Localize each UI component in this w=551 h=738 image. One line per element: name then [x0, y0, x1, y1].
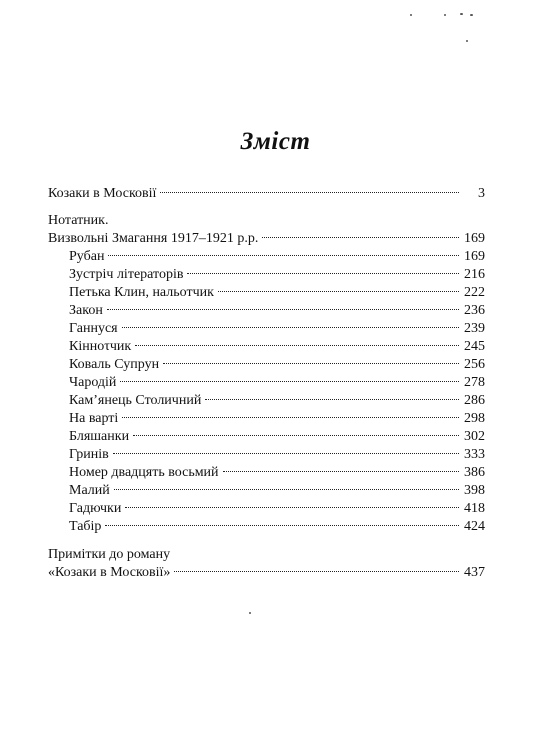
page-title: Зміст: [240, 128, 311, 155]
toc-entry-title: Номер двадцять восьмий: [69, 465, 219, 480]
dot-leader: [205, 398, 459, 400]
toc-entry-title: Гринів: [69, 447, 109, 462]
dot-leader: [107, 308, 459, 310]
toc-story-entry: [69, 248, 485, 266]
toc-story-entry: [69, 392, 485, 410]
dot-leader: [135, 344, 459, 346]
dot-leader: [174, 570, 459, 572]
toc-entry-notes: [48, 564, 485, 582]
toc-entry-page: 424: [464, 519, 485, 534]
toc-entry-title: Ганнуся: [69, 321, 118, 336]
dot-leader: [114, 488, 459, 490]
toc-entry-page: 216: [464, 267, 485, 282]
notes-heading: Примітки до роману: [48, 547, 171, 562]
notebook-heading: Нотатник.: [48, 213, 109, 228]
toc-entry-page: 236: [464, 303, 485, 318]
toc-entry-page: 256: [464, 357, 485, 372]
scan-speck: [466, 40, 468, 42]
toc-entry-page: 333: [464, 447, 485, 462]
toc-entry-title: На варті: [69, 411, 119, 426]
toc-entry-page: 278: [464, 375, 485, 390]
toc-story-entry: [69, 266, 485, 284]
dot-leader: [125, 506, 459, 508]
toc-entry-page: 298: [464, 411, 485, 426]
toc-entry-title: Табір: [69, 519, 102, 534]
toc-entry-title: Рубан: [69, 249, 105, 264]
toc-story-entry: [69, 410, 485, 428]
dot-leader: [122, 326, 459, 328]
toc-entry-page: 302: [464, 429, 485, 444]
toc-story-entry: [69, 284, 485, 302]
toc-entry-title: Бляшанки: [69, 429, 130, 444]
toc-story-entry: [69, 518, 485, 536]
toc-entry-kozaky: [48, 185, 485, 203]
dot-leader: [133, 434, 459, 436]
toc-entry-page: 3: [478, 186, 485, 201]
dot-leader: [163, 362, 459, 364]
scan-speck: [249, 612, 251, 614]
toc-entry-title: Коваль Супрун: [69, 357, 160, 372]
toc-story-entry: [69, 464, 485, 482]
dot-leader: [120, 380, 459, 382]
scan-speck: [460, 13, 463, 15]
toc-story-entry: [69, 320, 485, 338]
dot-leader: [122, 416, 459, 418]
toc-entry-title: Кам’янець Столичний: [69, 393, 202, 408]
toc-entry-zmagannia: [48, 230, 485, 248]
toc-entry-page: 398: [464, 483, 485, 498]
toc-entry-page: 222: [464, 285, 485, 300]
toc-entry-title: Гадючки: [69, 501, 122, 516]
dot-leader: [223, 470, 459, 472]
toc-entry-title: Зустріч літераторів: [69, 267, 184, 282]
dot-leader: [187, 272, 459, 274]
toc-story-entry: [69, 482, 485, 500]
toc-entry-title: Закон: [69, 303, 103, 318]
toc-entry-page: 239: [464, 321, 485, 336]
toc-entry-page: 437: [464, 565, 485, 580]
scan-speck: [410, 14, 412, 16]
toc-story-entry: [69, 446, 485, 464]
toc-story-entry: [69, 302, 485, 320]
toc-entry-page: 245: [464, 339, 485, 354]
toc-entry-title: Кінноτчик: [69, 339, 132, 354]
toc-entry-title: Козаки в Московії: [48, 186, 157, 201]
toc-entry-page: 169: [464, 249, 485, 264]
dot-leader: [160, 191, 459, 193]
toc-entry-page: 386: [464, 465, 485, 480]
toc-story-entry: [69, 338, 485, 356]
scan-speck: [444, 14, 446, 16]
toc-story-entry: [69, 374, 485, 392]
toc-entry-title: Петька Клин, нальотчик: [69, 285, 214, 300]
dot-leader: [262, 236, 459, 238]
dot-leader: [218, 290, 459, 292]
toc-entry-title: «Козаки в Московії»: [48, 565, 171, 580]
scan-speck: [470, 14, 473, 16]
dot-leader: [108, 254, 459, 256]
toc-entry-page: 418: [464, 501, 485, 516]
toc-entry-title: Малий: [69, 483, 110, 498]
dot-leader: [113, 452, 459, 454]
toc-story-entry: [69, 428, 485, 446]
toc-entry-title: Чародій: [69, 375, 117, 390]
table-of-contents: [48, 0, 485, 738]
toc-entry-page: 169: [464, 231, 485, 246]
toc-story-entry: [69, 500, 485, 518]
toc-entry-title: Визвольні Змагання 1917–1921 р.р.: [48, 231, 259, 246]
toc-story-entry: [69, 356, 485, 374]
toc-entry-page: 286: [464, 393, 485, 408]
dot-leader: [105, 524, 459, 526]
